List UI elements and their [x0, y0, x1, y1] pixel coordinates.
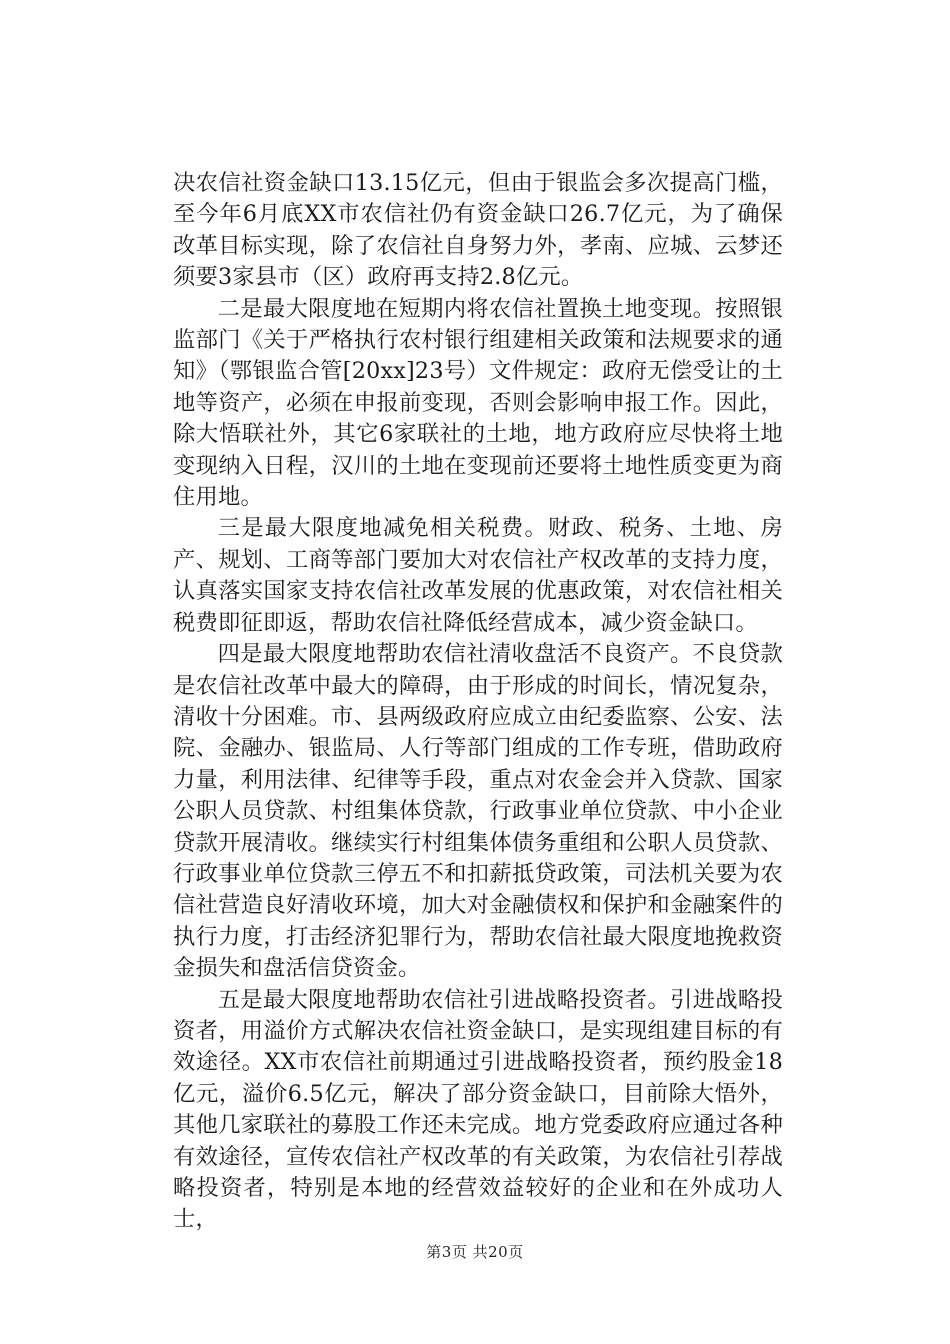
paragraph-item-three: 三是最大限度地减免相关税费。财政、税务、土地、房产、规划、工商等部门要加大对农信社产权改革的支持力度，认真落实国家支持农信社改革发展的优惠政策，对农信社相关税费即征即返，帮助农信社降低经营成本，减少资金缺口。 — [173, 515, 783, 636]
paragraph-continuation: 决农信社资金缺口13.15亿元，但由于银监会多次提高门槛，至今年6月底XX市农信社仍有资金缺口26.7亿元，为了确保改革目标实现，除了农信社自身努力外，孝南、应城、云梦还须要3家县市（区）政府再支持2.8亿元。 — [173, 170, 783, 291]
paragraph-item-two: 二是最大限度地在短期内将农信社置换土地变现。按照银监部门《关于严格执行农村银行组建相关政策和法规要求的通知》（鄂银监合管[20xx]23号）文件规定：政府无偿受让的土地等资产，必须在申报前变现，否则会影响申报工作。因此，除大悟联社外，其它6家联社的土地，地方政府应尽快将土地变现纳入日程，汉川的土地在变现前还要将土地性质变更为商住用地。 — [173, 295, 783, 511]
body-text — [173, 168, 783, 1236]
paragraph-item-five: 五是最大限度地帮助农信社引进战略投资者。引进战略投资者，用溢价方式解决农信社资金缺口，是实现组建目标的有效途径。XX市农信社前期通过引进战略投资者，预约股金18亿元，溢价6.5亿元，解决了部分资金缺口，目前除大悟外，其他几家联社的募股工作还未完成。地方党委政府应通过各种有效途径，宣传农信社产权改革的有关政策，为农信社引荐战略投资者，特别是本地的经营效益较好的企业和在外成功人士， — [173, 986, 783, 1233]
page-footer: 第3页 共20页 — [426, 1243, 524, 1261]
paragraph-item-four: 四是最大限度地帮助农信社清收盘活不良资产。不良贷款是农信社改革中最大的障碍，由于形成的时间长，情况复杂，清收十分困难。市、县两级政府应成立由纪委监察、公安、法院、金融办、银监局、人行等部门组成的工作专班，借助政府力量，利用法律、纪律等手段，重点对农金会并入贷款、国家公职人员贷款、村组集体贷款，行政事业单位贷款、中小企业贷款开展清收。继续实行村组集体债务重组和公职人员贷款、行政事业单位贷款三停五不和扣薪抵贷政策，司法机关要为农信社营造良好清收环境，加大对金融债权和保护和金融案件的执行力度，打击经济犯罪行为，帮助农信社最大限度地挽救资金损失和盘活信贷资金。 — [173, 641, 783, 982]
